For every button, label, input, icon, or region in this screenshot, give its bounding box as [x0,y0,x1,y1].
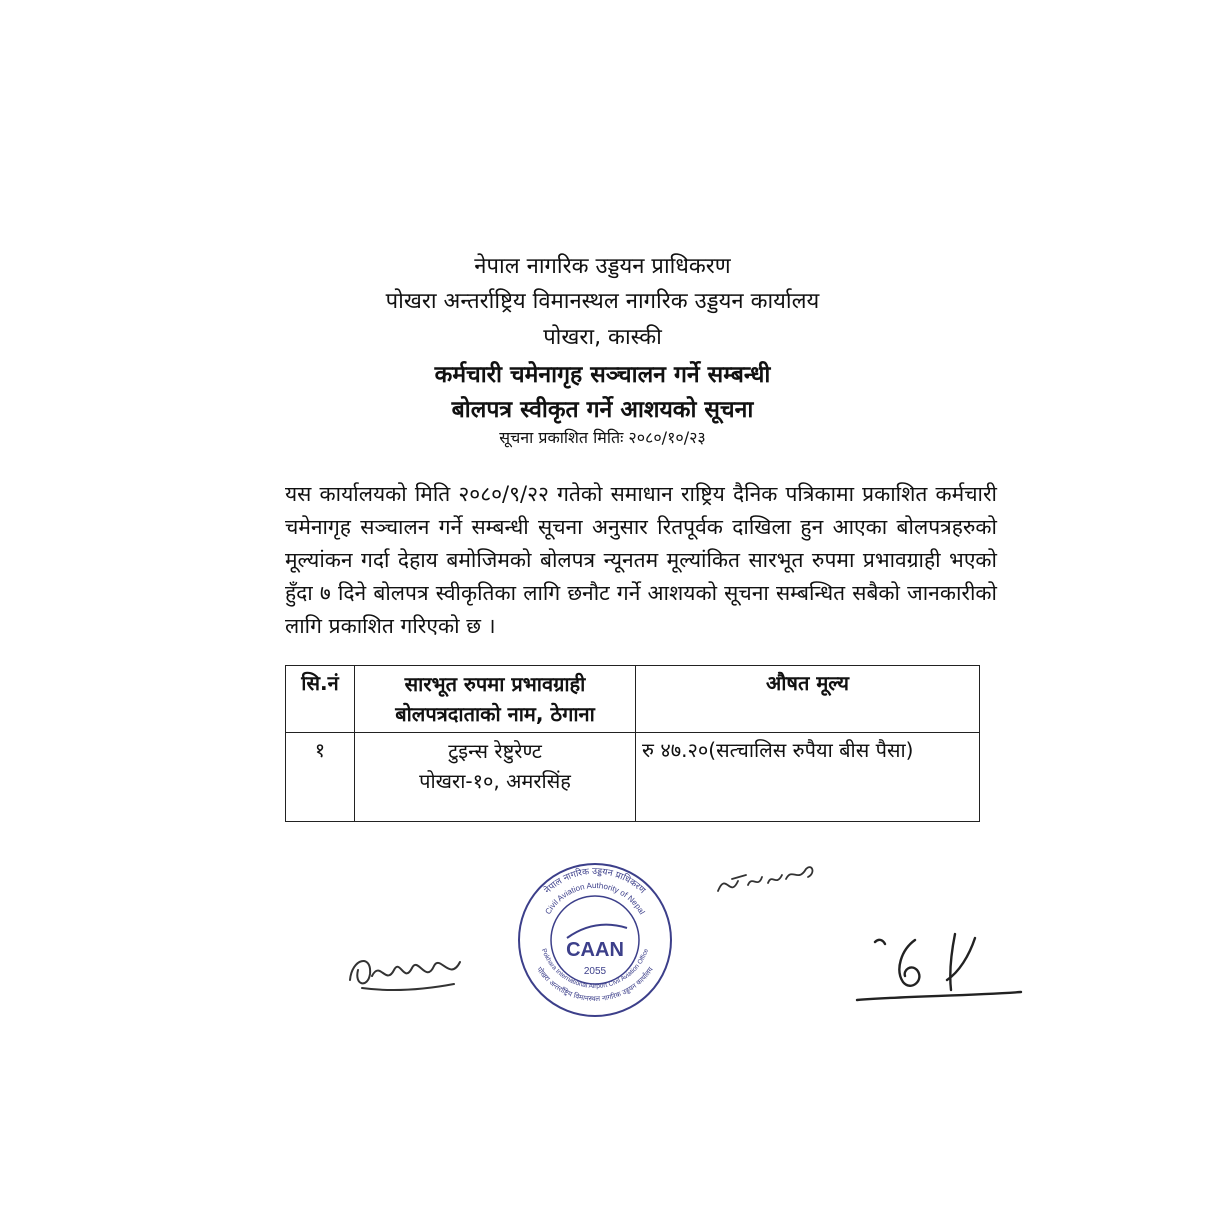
signature-middle [712,855,827,910]
organization-name: नेपाल नागरिक उड्डयन प्राधिकरण [474,254,731,279]
table-row [286,733,980,822]
publish-date: सूचना प्रकाशित मितिः २०८०/१०/२३ [499,428,706,447]
table-header-row [286,666,980,733]
signature-left [342,940,472,1000]
notice-title-line-1: कर्मचारी चमेनागृह सञ्चालन गर्ने सम्बन्धी [434,362,771,388]
bidder-table [285,665,980,822]
notice-title-line-2: बोलपत्र स्वीकृत गर्ने आशयको सूचना [451,397,754,423]
seal-year: 2055 [583,966,607,977]
header-average-cost: औषत मूल्य [636,666,980,733]
office-location: पोखरा, कास्की [543,325,662,350]
row-serial-number: १ [286,733,355,822]
seal-nepali-bottom: पोखरा अन्तर्राष्ट्रिय विमानस्थल नागरिक उड्डयन कार्यालय [535,965,655,1004]
header-bidder-name [355,666,636,733]
row-bidder [355,733,636,822]
official-seal-stamp [517,862,673,1018]
seal-nepali-top: नेपाल नागरिक उड्डयन प्राधिकरण [542,866,648,897]
office-name: पोखरा अन्तर्राष्ट्रिय विमानस्थल नागरिक उड्डयन कार्यालय [385,289,820,314]
header-bidder-name-line-1: सारभूत रुपमा प्रभावग्राही [404,672,586,696]
seal-logo: CAAN [566,939,624,961]
seal-logo-swoosh [567,925,627,938]
header-bidder-name-line-2: बोलपत्रदाताको नाम, ठेगाना [395,702,595,726]
row-bidder-address: पोखरा-१०, अमरसिंह [419,769,571,793]
seal-english-bottom: Pokhara International Airport Civil Aviation Office [539,947,651,991]
signature-right [855,920,1025,1005]
notice-paragraph: यस कार्यालयको मिति २०८०/९/२२ गतेको समाधान राष्ट्रिय दैनिक पत्रिकामा प्रकाशित कर्मचारी चमेनागृह सञ्चालन गर्ने सम्बन्धी सूचना अनुसार रितपूर्वक दाखिला हुन आएका बोलपत्रहरुको मूल्यांकन गर्दा देहाय बमोजिमको बोलपत्र न्यूनतम मूल्यांकित सारभूत रुपमा प्रभावग्राही भएको हुँदा ७ दिने बोलपत्र स्वीकृतिका लागि छनौट गर्ने आशयको सूचना सम्बन्धित सबैको जानकारीको लागि प्रकाशित गरिएको छ । [285,482,997,638]
row-bidder-name: टुइन्स रेष्टुरेण्ट [448,739,542,763]
row-average-cost: रु ४७.२०(सत्चालिस रुपैया बीस पैसा) [636,733,980,822]
header-serial-number: सि.नं [286,666,355,733]
seal-english-top: Civil Aviation Authority of Nepal [543,880,647,916]
